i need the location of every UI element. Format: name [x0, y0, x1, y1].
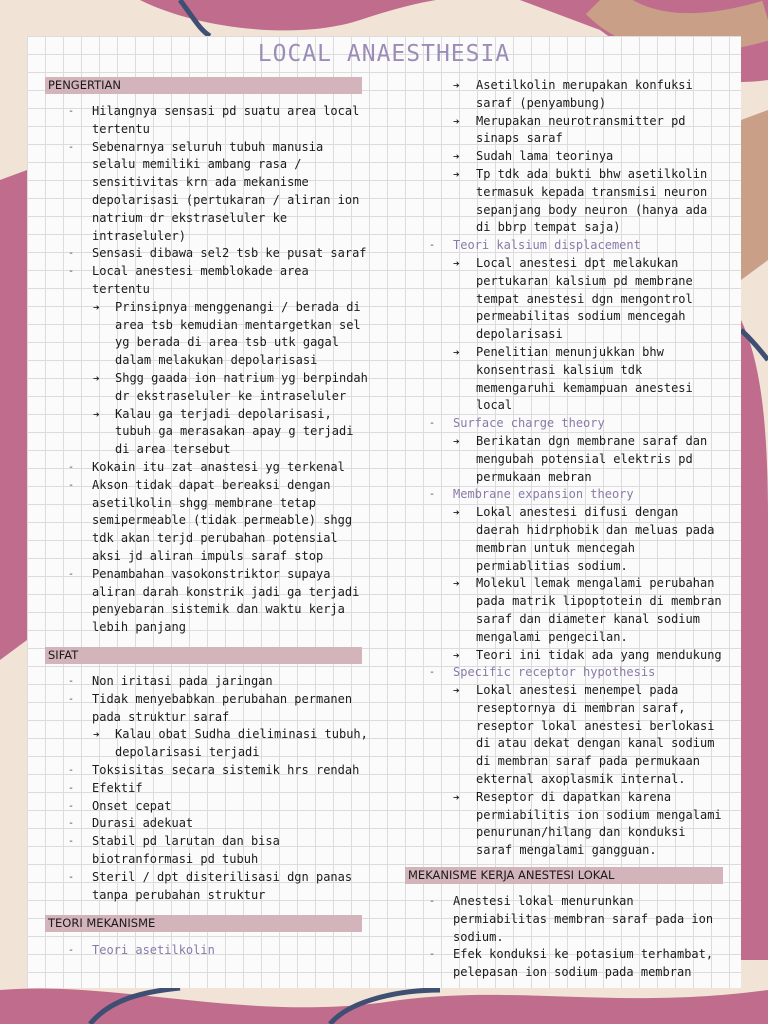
list-item: - Local anestesi memblokade area tertentu [46, 263, 368, 299]
arrow-item: ➔ Local anestesi dpt melakukan pertukaran kalsium pd membrane tempat anestesi dgn mengontrol permeabilitas sodium mencegah depolarisasi [407, 255, 725, 344]
arrow-item: ➔ Penelitian menunjukkan bhw konsentrasi kalsium tdk memengaruhi kemampuan anestesi local [407, 344, 725, 415]
section-header-pengertian: PENGERTIAN [45, 77, 362, 94]
teori-start [46, 942, 368, 960]
list-item: - Efektif [46, 780, 368, 798]
arrow-item: ➔ Molekul lemak mengalami perubahan pada matrik lipoptotein di membran saraf dan diameter kanal sodium mengalami pengecilan. [407, 575, 725, 646]
page-title: LOCAL ANAESTHESIA [257, 41, 511, 67]
pengertian-list [46, 103, 368, 637]
arrow-item: ➔ Asetilkolin merupakan konfuksi saraf (penyambung) [407, 77, 725, 113]
arrow-item: ➔ Teori ini tidak ada yang mendukung [407, 647, 725, 665]
arrow-item: ➔ Lokal anestesi difusi dengan daerah hidrphobik dan meluas pada membran untuk mencegah permiablitias sodium. [407, 504, 725, 575]
section-header-sifat: SIFAT [45, 647, 362, 664]
theory-title: - Membrane expansion theory [407, 486, 725, 504]
list-item: - Stabil pd larutan dan bisa biotranformasi pd tubuh [46, 833, 368, 869]
theory-title: - Teori asetilkolin [46, 942, 368, 960]
list-item: - Non iritasi pada jaringan [46, 673, 368, 691]
list-item: - Sebenarnya seluruh tubuh manusia selalu memiliki ambang rasa / sensitivitas krn ada mekanisme depolarisasi (pertukaran / aliran ion natrium dr ekstraseluler ke intraseluler) [46, 139, 368, 246]
arrow-item: ➔ Berikatan dgn membrane saraf dan mengubah potensial elektris pd permukaan mebran [407, 433, 725, 486]
theory-title: - Specific receptor hypothesis [407, 664, 725, 682]
section-header-teori: TEORI MEKANISME [45, 915, 362, 932]
list-item: - Efek konduksi ke potasium terhambat, pelepasan ion sodium pada membran [407, 946, 725, 982]
list-item: - Penambahan vasokonstriktor supaya aliran darah konstrik jadi ga terjadi penyebaran sistemik dan waktu kerja lebih panjang [46, 566, 368, 637]
arrow-item: ➔ Tp tdk ada bukti bhw asetilkolin termasuk kepada transmisi neuron sepanjang body neuron (hanya ada di bbrp tempat saja) [407, 166, 725, 237]
arrow-item: ➔ Kalau obat Sudha dieliminasi tubuh, depolarisasi terjadi [46, 726, 368, 762]
arrow-item: ➔ Lokal anestesi menempel pada reseptornya di membran saraf, reseptor lokal anestesi berlokasi di atau dekat dengan kanal sodium di membran saraf pada permukaan ekternal axoplasmik internal. [407, 682, 725, 789]
arrow-item: ➔ Prinsipnya menggenangi / berada di area tsb kemudian mentargetkan sel yg berada di area tsb utk gagal dalam melakukan depolarisasi [46, 299, 368, 370]
teori-list [407, 77, 725, 860]
list-item: - Sensasi dibawa sel2 tsb ke pusat saraf [46, 245, 368, 263]
arrow-item: ➔ Reseptor di dapatkan karena permiabilitis ion sodium mengalami penurunan/hilang dan konduksi saraf mengalami gangguan. [407, 789, 725, 860]
mekanisme-list [407, 893, 725, 982]
list-item: - Hilangnya sensasi pd suatu area local tertentu [46, 103, 368, 139]
arrow-item: ➔ Merupakan neurotransmitter pd sinaps saraf [407, 113, 725, 149]
theory-title: - Teori kalsium displacement [407, 237, 725, 255]
list-item: - Anestesi lokal menurunkan permiabilitas membran saraf pada ion sodium. [407, 893, 725, 946]
theory-title: - Surface charge theory [407, 415, 725, 433]
list-item: - Akson tidak dapat bereaksi dengan asetilkolin shgg membrane tetap semipermeable (tidak permeable) shgg tdk akan terjd perubahan potensial aksi jd aliran impuls saraf stop [46, 477, 368, 566]
arrow-item: ➔ Shgg gaada ion natrium yg berpindah dr ekstraseluler ke intraseluler [46, 370, 368, 406]
list-item: - Durasi adekuat [46, 815, 368, 833]
list-item: - Steril / dpt disterilisasi dgn panas tanpa perubahan struktur [46, 869, 368, 905]
list-item: - Toksisitas secara sistemik hrs rendah [46, 762, 368, 780]
sifat-list [46, 673, 368, 904]
arrow-item: ➔ Sudah lama teorinya [407, 148, 725, 166]
list-item: - Kokain itu zat anastesi yg terkenal [46, 459, 368, 477]
list-item: - Onset cepat [46, 798, 368, 816]
section-header-mekanisme: MEKANISME KERJA ANESTESI LOKAL [405, 867, 723, 884]
list-item: - Tidak menyebabkan perubahan permanen pada struktur saraf [46, 691, 368, 727]
arrow-item: ➔ Kalau ga terjadi depolarisasi, tubuh ga merasakan apay g terjadi di area tersebut [46, 406, 368, 459]
